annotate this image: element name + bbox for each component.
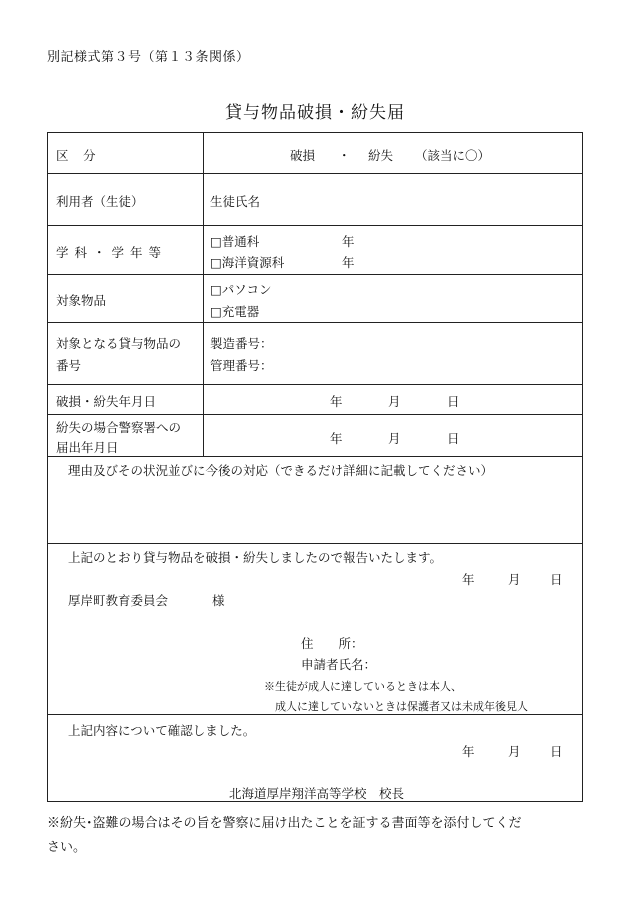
date-year: 年 [330,394,343,409]
row-divider [47,414,583,415]
confirmation-statement: 上記内容について確認しました。 [68,723,256,738]
serial-number-field[interactable]: 製造番号： [210,336,273,351]
item-label: 対象物品 [56,293,107,308]
date-day: 日 [550,572,563,587]
column-divider [203,132,204,456]
form-number-note: 別記様式第３号（第１３条関係） [47,50,250,65]
general-course-checkbox[interactable]: □普通科 [210,234,260,249]
addressee: 厚岸町教育委員会 [68,593,169,608]
page-title: 貸与物品破損・紛失届 [225,103,405,123]
police-report-label: 届出年月日 [56,440,119,455]
incident-date-label: 破損・紛失年月日 [56,394,157,409]
marine-course-checkbox[interactable]: □海洋資源科 [210,255,285,270]
grade-label: 年 [342,255,355,270]
footnote: ※紛失･盗難の場合はその旨を警察に届け出たことを証する書面等を添付してくだ [47,816,522,831]
category-label: 区 分 [56,148,97,163]
date-day: 日 [550,744,563,759]
date-year: 年 [330,431,343,446]
row-divider [47,456,583,457]
date-month: 月 [388,394,401,409]
management-number-field[interactable]: 管理番号： [210,358,273,373]
applicant-note: ※生徒が成人に達しているときは本人、 [264,680,462,693]
date-year: 年 [462,572,475,587]
loss-option: 紛失 [368,148,394,163]
date-year: 年 [462,744,475,759]
row-divider [47,384,583,385]
applicant-name-field[interactable]: 申請者氏名： [301,657,377,672]
option-separator: ・ [338,148,351,163]
date-month: 月 [508,572,521,587]
pc-checkbox[interactable]: □パソコン [210,282,272,297]
number-label: 番号 [56,358,82,373]
date-month: 月 [508,744,521,759]
footnote: さい。 [47,840,87,855]
date-month: 月 [388,431,401,446]
reason-label: 理由及びその状況並びに今後の対応（できるだけ詳細に記載してください） [68,463,494,478]
police-report-label: 紛失の場合警察署への [56,420,182,435]
honorific: 様 [212,593,225,608]
user-label: 利用者（生徒） [56,194,144,209]
school-principal: 北海道厚岸翔洋高等学校 校長 [229,786,405,801]
date-day: 日 [447,431,460,446]
row-divider [47,543,583,544]
row-divider [47,714,583,715]
row-divider [47,173,583,174]
course-label: 学科・学年等 [56,245,168,260]
selection-hint: （該当に〇） [415,148,491,163]
number-label: 対象となる貸与物品の [56,336,182,351]
damage-option: 破損 [290,148,316,163]
grade-label: 年 [342,234,355,249]
charger-checkbox[interactable]: □充電器 [210,304,260,319]
date-day: 日 [447,394,460,409]
row-divider [47,322,583,323]
student-name-label: 生徒氏名 [210,194,261,209]
row-divider [47,274,583,275]
address-field[interactable]: 住 所： [301,636,364,651]
applicant-note: 成人に達していないときは保護者又は未成年後見人 [275,700,528,713]
row-divider [47,225,583,226]
report-statement: 上記のとおり貸与物品を破損・紛失しましたので報告いたします。 [68,550,443,565]
